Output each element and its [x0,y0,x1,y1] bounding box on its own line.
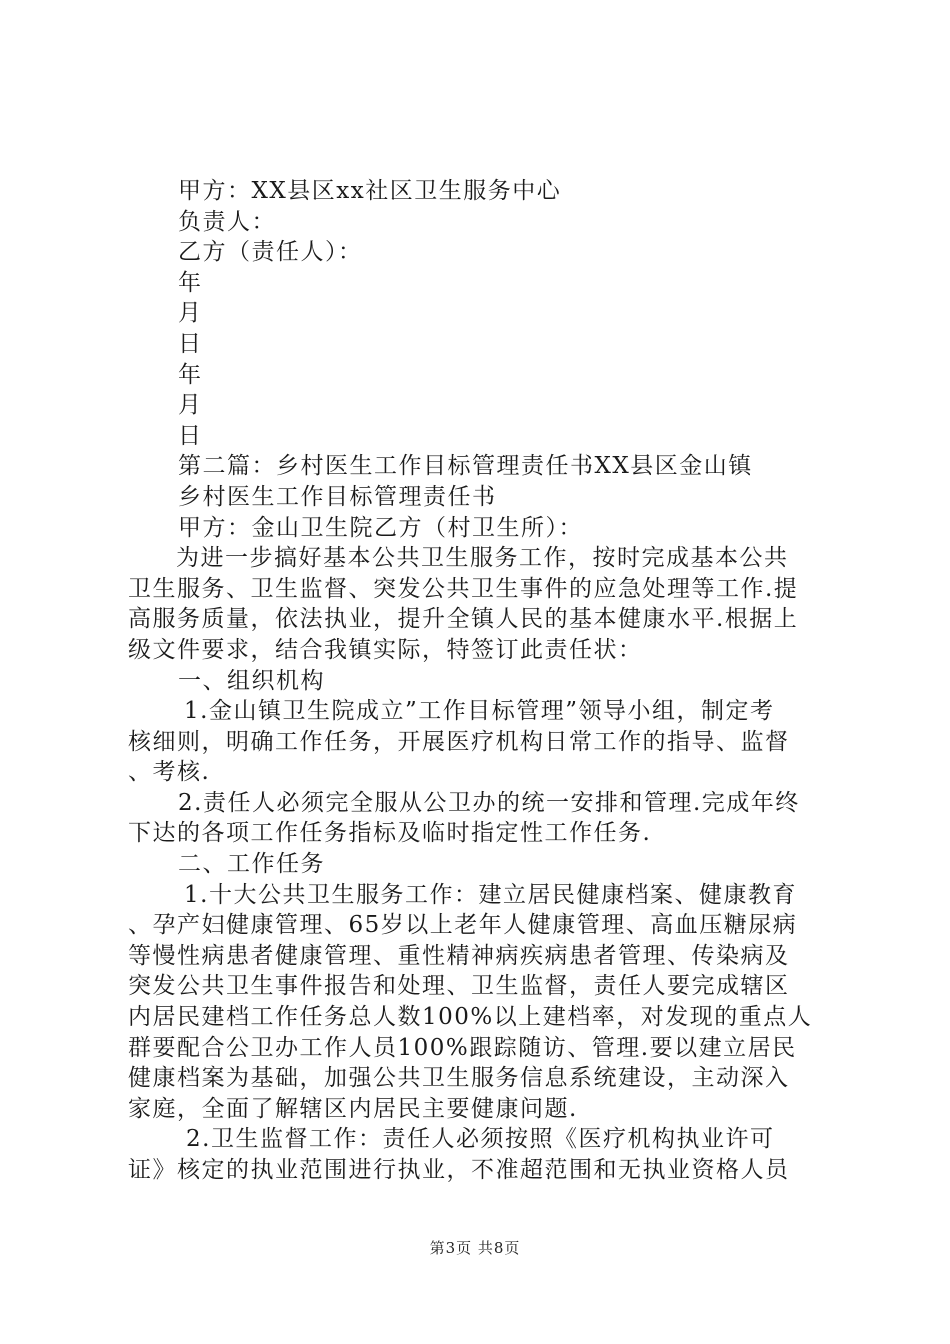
date-year-line: 年 [178,361,203,388]
paragraph-line: 健康档案为基础，加强公共卫生服务信息系统建设，主动深入 [128,1065,790,1092]
paragraph-line: 核细则，明确工作任务，开展医疗机构日常工作的指导、监督 [128,728,790,755]
paragraph-line: 家庭，全面了解辖区内居民主要健康问题. [128,1095,578,1122]
paragraph-line: 突发公共卫生事件报告和处理、卫生监督，责任人要完成辖区 [128,973,790,1000]
paragraph-line: 群要配合公卫办工作人员100%跟踪随访、管理.要以建立居民 [128,1034,797,1061]
paragraph-line: 为进一步搞好基本公共卫生服务工作，按时完成基本公共 [176,545,789,572]
subheading-organization: 一、组织机构 [178,667,325,694]
paragraph-line: 2.卫生监督工作：责任人必须按照《医疗机构执业许可 [186,1126,775,1153]
section-heading: 第二篇：乡村医生工作目标管理责任书XX县区金山镇 [178,453,753,480]
date-month-line: 月 [178,392,203,419]
paragraph-line: 等慢性病患者健康管理、重性精神病疾病患者管理、传染病及 [128,942,790,969]
paragraph-line: 1.金山镇卫生院成立”工作目标管理”领导小组，制定考 [184,698,775,725]
subheading-tasks: 二、工作任务 [178,851,325,878]
date-year-line: 年 [178,269,203,296]
paragraph-line: 证》核定的执业范围进行执业，不准超范围和无执业资格人员 [128,1157,790,1183]
paragraph-line: 内居民建档工作任务总人数100%以上建档率，对发现的重点人 [128,1004,813,1031]
paragraph-line: 2.责任人必须完全服从公卫办的统一安排和管理.完成年终 [178,789,800,816]
document-body [128,176,830,1186]
responsible-person-line: 负责人： [178,208,276,235]
party-a-line: 甲方：XX县区xx社区卫生服务中心 [178,178,562,204]
paragraph-line: 卫生服务、卫生监督、突发公共卫生事件的应急处理等工作.提 [128,575,799,602]
date-month-line: 月 [178,300,203,327]
paragraph-line: 高服务质量，依法执业，提升全镇人民的基本健康水平.根据上 [128,606,799,633]
date-day-line: 日 [178,422,203,449]
party-b-line: 乙方（责任人）： [178,239,363,266]
parties-line: 甲方：金山卫生院乙方（村卫生所）： [178,514,583,541]
paragraph-line: 1.十大公共卫生服务工作：建立居民健康档案、健康教育 [184,881,797,908]
paragraph-line: 级文件要求，结合我镇实际，特签订此责任状： [128,636,643,663]
paragraph-line: 下达的各项工作任务指标及临时指定性工作任务. [128,820,652,847]
paragraph-line: 、孕产妇健康管理、65岁以上老年人健康管理、高血压糖尿病 [128,912,798,939]
date-day-line: 日 [178,330,203,357]
document-title: 乡村医生工作目标管理责任书 [178,483,497,510]
paragraph-line: 、考核. [128,759,211,786]
page-number-footer: 第3页 共8页 [429,1239,521,1257]
